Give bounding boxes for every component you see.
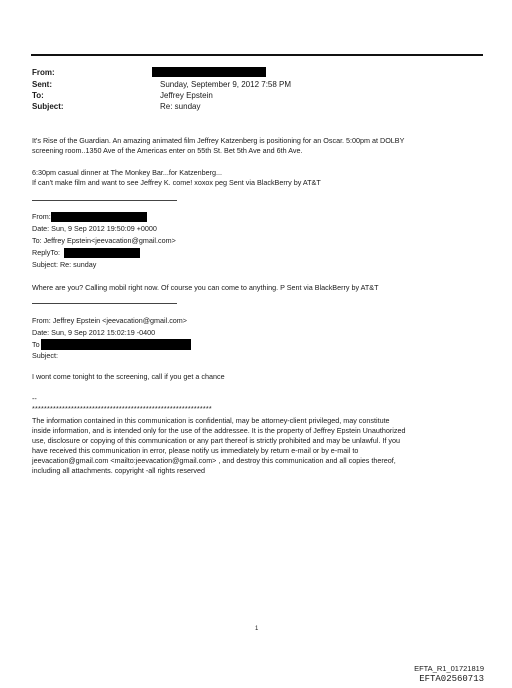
quoted1-date: Date: Sun, 9 Sep 2012 19:50:09 +0000 [32, 224, 157, 233]
signature-dashes: -- [32, 394, 37, 403]
disclaimer-line2: inside information, and is intended only for the use of the addressee. It is the property of Jeffrey Epstein Unauthorized [32, 426, 406, 435]
to-label: To: [32, 91, 44, 100]
quoted2-subject: Subject: [32, 351, 58, 360]
body-para2-line2: If can't make film and want to see Jeffrey K. come! xoxox peg Sent via BlackBerry by AT&T [32, 178, 321, 187]
quoted2-date: Date: Sun, 9 Sep 2012 15:02:19 -0400 [32, 328, 156, 337]
disclaimer-line4: have received this communication in error, please notify us immediately by return e-mail or by e-mail to [32, 446, 359, 455]
bates-number-2: EFTA02560713 [419, 674, 484, 684]
redaction-quoted1-from [51, 212, 147, 222]
disclaimer-line3: use, disclosure or copying of this communication or any part thereof is strictly prohibited and may be unlawful. If you [32, 436, 400, 445]
quoted2-to: To [32, 340, 40, 349]
from-label: From: [32, 68, 55, 77]
quoted1-to: To: Jeffrey Epstein<jeevacation@gmail.com> [32, 236, 176, 245]
disclaimer-line6: including all attachments. copyright -all rights reserved [32, 466, 205, 475]
header-rule [31, 54, 483, 56]
body-para2-line1: 6:30pm casual dinner at The Monkey Bar...for Katzenberg... [32, 168, 223, 177]
subject-label: Subject: [32, 102, 64, 111]
quoted1-from: From: [32, 212, 51, 221]
page-number: 1 [255, 626, 259, 632]
to-value: Jeffrey Epstein [160, 91, 213, 100]
sent-label: Sent: [32, 80, 52, 89]
redaction-from [152, 67, 266, 77]
redaction-quoted2-to [41, 339, 191, 350]
quoted2-body: I wont come tonight to the screening, call if you get a chance [32, 372, 225, 381]
disclaimer-line1: The information contained in this communication is confidential, may be attorney-client privileged, may constitute [32, 416, 390, 425]
quoted1-subject: Subject: Re: sunday [32, 260, 97, 269]
body-para1-line2: screening room..1350 Ave of the Americas enter on 55th St. Bet 5th Ave and 6th Ave. [32, 146, 303, 155]
separator-2 [32, 303, 177, 304]
quoted2-from: From: Jeffrey Epstein <jeevacation@gmail.com> [32, 316, 187, 325]
subject-value: Re: sunday [160, 102, 201, 111]
disclaimer-line5: jeevacation@gmail.com <mailto:jeevacation@gmail.com> , and destroy this communication and all copies thereof, [32, 456, 396, 465]
body-para1-line1: It's Rise of the Guardian. An amazing animated film Jeffrey Katzenberg is positioning for an Oscar. 5:00pm at DOLBY [32, 136, 405, 145]
signature-stars: ************************************************************ [32, 404, 212, 413]
separator-1 [32, 200, 177, 201]
quoted1-replyto: ReplyTo: [32, 248, 60, 257]
bates-number-1: EFTA_R1_01721819 [414, 664, 484, 673]
sent-value: Sunday, September 9, 2012 7:58 PM [160, 80, 292, 89]
redaction-replyto [64, 248, 140, 258]
quoted1-body: Where are you? Calling mobil right now. Of course you can come to anything. P Sent via BlackBerry by AT&T [32, 283, 379, 292]
